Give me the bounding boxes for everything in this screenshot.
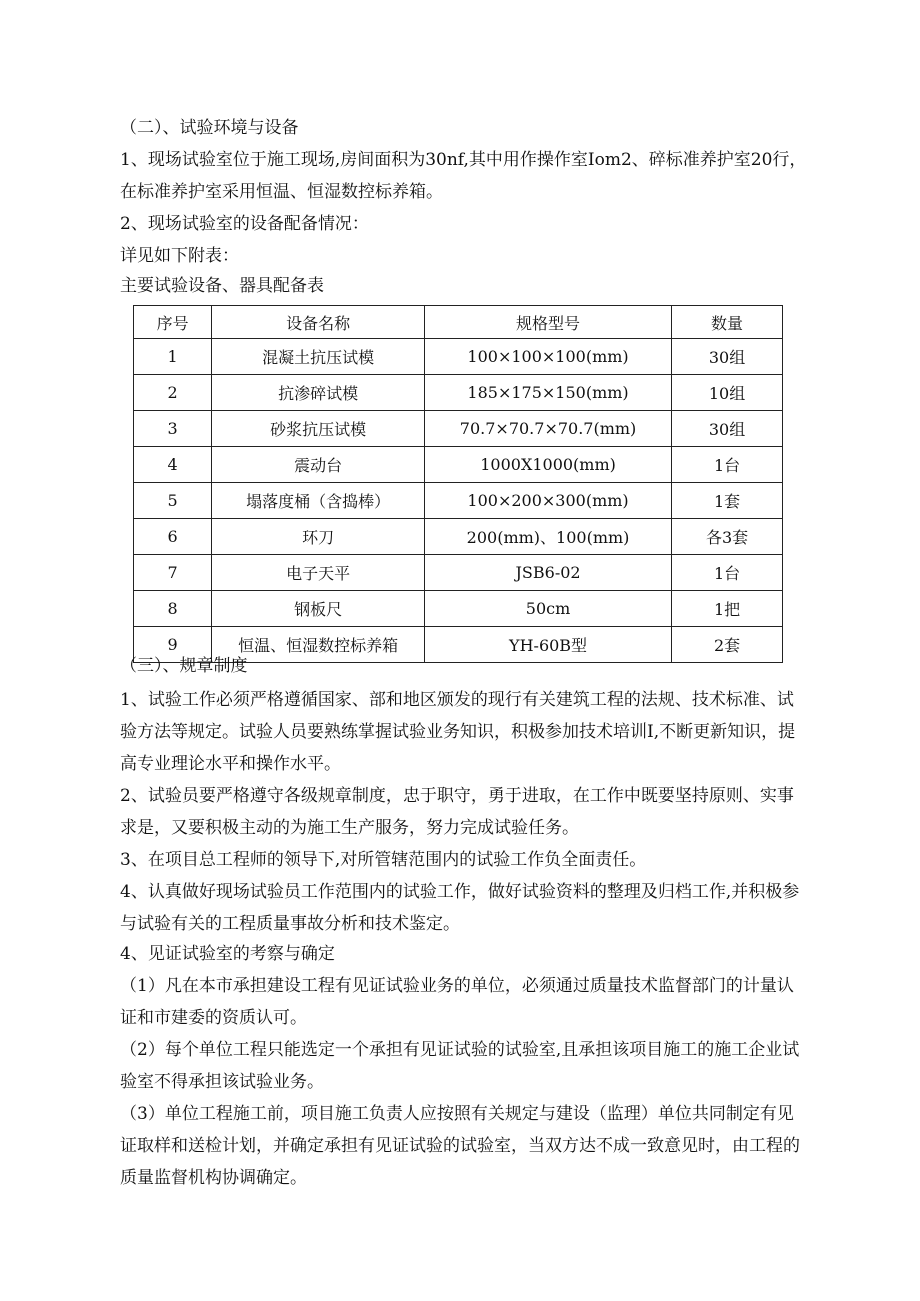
cell-name: 混凝土抗压试模 bbox=[212, 339, 425, 375]
table-title: 主要试验设备、器具配备表 bbox=[120, 276, 324, 296]
paragraph-rule-1: 1、试验工作必须严格遵循国家、部和地区颁发的现行有关建筑工程的法规、技术标准、试验方法等规定。试验人员要熟练掌握试验业务知识，积极参加技术培训I,不断更新知识，提高专业理论水平和操作水平。 bbox=[120, 690, 796, 774]
cell-index: 5 bbox=[134, 483, 212, 519]
table-row bbox=[134, 483, 783, 519]
cell-index: 8 bbox=[134, 591, 212, 627]
table-row bbox=[134, 411, 783, 447]
equipment-table bbox=[133, 305, 783, 663]
cell-name: 砂浆抗压试模 bbox=[212, 411, 425, 447]
cell-index: 1 bbox=[134, 339, 212, 375]
table-row bbox=[134, 375, 783, 411]
cell-name: 电子天平 bbox=[212, 555, 425, 591]
cell-spec: 50cm bbox=[424, 591, 671, 627]
cell-name: 震动台 bbox=[212, 447, 425, 483]
cell-name: 环刀 bbox=[212, 519, 425, 555]
header-quantity: 数量 bbox=[672, 306, 783, 339]
paragraph-rule-3: 3、在项目总工程师的领导下,对所管辖范围内的试验工作负全面责任。 bbox=[120, 850, 647, 870]
table-row bbox=[134, 555, 783, 591]
cell-qty: 1台 bbox=[672, 555, 783, 591]
paragraph-see-table: 详见如下附表： bbox=[120, 246, 239, 266]
cell-index: 9 bbox=[134, 627, 212, 663]
paragraph-rule-4: 4、认真做好现场试验员工作范围内的试验工作，做好试验资料的整理及归档工作,并积极参与试验有关的工程质量事故分析和技术鉴定。 bbox=[120, 882, 800, 934]
paragraph-witness-2: （2）每个单位工程只能选定一个承担有见证试验的试验室,且承担该项目施工的施工企业试验室不得承担该试验业务。 bbox=[120, 1040, 800, 1092]
cell-qty: 2套 bbox=[672, 627, 783, 663]
cell-spec: 200(mm)、100(mm) bbox=[424, 519, 671, 555]
cell-spec: 70.7×70.7×70.7(mm) bbox=[424, 411, 671, 447]
paragraph-rule-2: 2、试验员要严格遵守各级规章制度，忠于职守，勇于进取，在工作中既要坚持原则、实事求是，又要积极主动的为施工生产服务，努力完成试验任务。 bbox=[120, 786, 794, 838]
header-index: 序号 bbox=[134, 306, 212, 339]
table-row bbox=[134, 447, 783, 483]
header-equipment-name: 设备名称 bbox=[212, 306, 425, 339]
section-heading-witness-lab: 4、见证试验室的考察与确定 bbox=[120, 944, 335, 964]
cell-qty: 30组 bbox=[672, 411, 783, 447]
cell-qty: 30组 bbox=[672, 339, 783, 375]
cell-spec: 185×175×150(mm) bbox=[424, 375, 671, 411]
cell-index: 2 bbox=[134, 375, 212, 411]
cell-index: 6 bbox=[134, 519, 212, 555]
table-row bbox=[134, 591, 783, 627]
cell-index: 7 bbox=[134, 555, 212, 591]
cell-name: 抗渗碎试模 bbox=[212, 375, 425, 411]
cell-index: 3 bbox=[134, 411, 212, 447]
cell-name: 塌落度桶（含捣棒） bbox=[212, 483, 425, 519]
cell-qty: 各3套 bbox=[672, 519, 783, 555]
table-header-row bbox=[134, 306, 783, 339]
cell-spec: 100×100×100(mm) bbox=[424, 339, 671, 375]
header-spec-model: 规格型号 bbox=[424, 306, 671, 339]
cell-spec: YH-60B型 bbox=[424, 627, 671, 663]
section-heading-environment: （二）、试验环境与设备 bbox=[120, 118, 299, 138]
cell-index: 4 bbox=[134, 447, 212, 483]
paragraph-lab-location: 1、现场试验室位于施工现场,房间面积为30nf,其中用作操作室Iom2、碎标准养护室20行，在标准养护室采用恒温、恒湿数控标养箱。 bbox=[120, 150, 807, 202]
cell-spec: JSB6-02 bbox=[424, 555, 671, 591]
table-row bbox=[134, 339, 783, 375]
cell-name: 钢板尺 bbox=[212, 591, 425, 627]
cell-spec: 1000X1000(mm) bbox=[424, 447, 671, 483]
cell-qty: 1台 bbox=[672, 447, 783, 483]
section-heading-regulations: （三）、规章制度 bbox=[120, 656, 248, 676]
cell-qty: 1把 bbox=[672, 591, 783, 627]
cell-qty: 1套 bbox=[672, 483, 783, 519]
paragraph-equipment-status: 2、现场试验室的设备配备情况： bbox=[120, 214, 369, 234]
cell-spec: 100×200×300(mm) bbox=[424, 483, 671, 519]
cell-name: 恒温、恒湿数控标养箱 bbox=[212, 627, 425, 663]
table-row bbox=[134, 519, 783, 555]
cell-qty: 10组 bbox=[672, 375, 783, 411]
paragraph-witness-3: （3）单位工程施工前，项目施工负责人应按照有关规定与建设（监理）单位共同制定有见证取样和送检计划，并确定承担有见证试验的试验室，当双方达不成一致意见时，由工程的质量监督机构协调确定。 bbox=[120, 1104, 800, 1188]
paragraph-witness-1: （1）凡在本市承担建设工程有见证试验业务的单位，必须通过质量技术监督部门的计量认证和市建委的资质认可。 bbox=[120, 976, 794, 1028]
